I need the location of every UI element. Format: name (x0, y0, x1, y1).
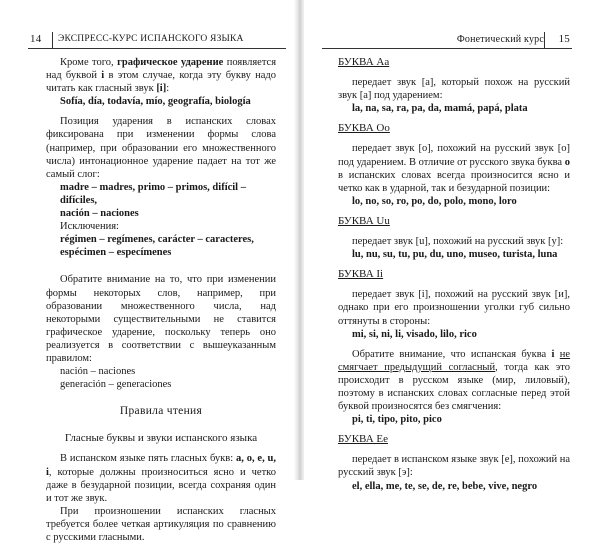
letter-heading-e: БУКВА Ee (338, 433, 388, 446)
underlined-phrase: не смягчает предыдущий согласный (338, 348, 571, 373)
left-page-number: 14 (30, 33, 42, 45)
header-divider (52, 32, 53, 48)
paragraph: Обратите внимание на то, что при изменении формы некоторых слов, например, при образовании множественного числа, над некоторыми существительными не ставится графическое ударение, поскольку теперь оно реализуется в соответствии с вышеуказанным правилом: (46, 274, 276, 364)
left-page-header (28, 32, 286, 49)
right-page-number: 15 (558, 33, 570, 45)
left-running-title: ЭКСПРЕСС-КУРС ИСПАНСКОГО ЯЗЫКА (58, 34, 244, 44)
text-run: в испанских словах всегда произносится ясно и четко как в ударной, так и безударной позиции: (338, 169, 570, 194)
example-line: mi, si, ni, li, visado, lilo, rico (352, 328, 477, 340)
term-bold: графическое ударение (117, 57, 224, 68)
example-line: lu, nu, su, tu, pu, du, uno, museo, turista, luna (352, 249, 558, 261)
paragraph (46, 452, 276, 504)
note-paragraph (338, 348, 570, 413)
example-line: pi, ti, tipo, pito, pico (352, 414, 442, 426)
left-page (0, 0, 296, 543)
paragraph (338, 142, 570, 194)
section-heading: Правила чтения (119, 405, 203, 418)
text-run: : (166, 83, 170, 95)
paragraph: передает звук [a], который похож на русский звук [а] под ударением: (338, 77, 570, 102)
text-run: в этом случае, когда эту букву надо читать как гласный звук (46, 70, 277, 95)
letter-heading-i: БУКВА Ii (338, 268, 384, 281)
text-run: В испанском языке пять гласных букв: (60, 453, 234, 465)
right-page-body (338, 56, 570, 493)
paragraph: передает в испанском языке звук [e], похожий на русский звук [э]: (338, 454, 570, 479)
left-page-body (46, 56, 276, 544)
example-line: el, ella, me, te, se, de, re, bebe, vive, negro (352, 480, 538, 492)
example-line: nación – naciones (60, 366, 136, 378)
text-run: , которые должны произноситься ясно и четко даже в безударной позиции, всегда сохраняя один и тот же звук. (46, 466, 276, 504)
example-line: nación – naciones (60, 208, 139, 220)
example-line: régimen – regímenes, carácter – caracteres, espécimen – especímenes (60, 234, 254, 259)
subsection-heading: Гласные буквы и звуки испанского языка (64, 432, 258, 445)
letter-bold: i (551, 348, 555, 360)
right-running-title: Фонетический курс (456, 34, 544, 45)
paragraph (46, 56, 276, 95)
letter-heading-a: БУКВА Aa (338, 56, 390, 68)
paragraph: передает звук [u], похожий на русский звук [у]: (352, 236, 564, 248)
exceptions-label: Исключения: (60, 221, 119, 233)
text-run: передает звук [o], похожий на русский звук [о] под ударением. В отличие от русского звука буква (338, 143, 570, 168)
letter-heading-o: БУКВА Oo (338, 122, 390, 135)
paragraph: передает звук [i], похожий на русский звук [и], однако при его произношении уголки губ сильно оттянуты в стороны: (338, 289, 570, 327)
letter-heading-u: БУКВА Uu (338, 214, 390, 227)
letter-bold: o (564, 156, 571, 168)
paragraph: При произношении испанских гласных требуется более четкая артикуляция по сравнению с русскими гласными. (46, 505, 276, 543)
paragraph: Позиция ударения в испанских словах фиксирована при изменении формы слова (например, при образовании его множественного числа) интонационное ударение падает на тот же самый слог: (46, 116, 276, 180)
text-run: , тогда как это происходит в русском языке (мир, лиловый), поэтому в испанских словах согласные перед этой буквой произносятся без смягчения: (338, 361, 571, 413)
vowels-bold: a, o, e, u, i (46, 453, 277, 478)
text-run: Обратите внимание, что испанская буква (352, 348, 547, 360)
example-line: Sofía, día, todavía, mío, geografía, biología (60, 96, 251, 108)
header-divider (544, 32, 545, 48)
example-line: lo, no, so, ro, po, do, polo, mono, loro (352, 195, 517, 207)
text-run: Кроме того, (60, 57, 114, 68)
example-line: la, na, sa, ra, pa, da, mamá, papá, plata (352, 103, 528, 115)
example-line: madre – madres, primo – primos, difícil – difíciles, (60, 181, 246, 206)
example-line: generación – generaciones (60, 379, 172, 391)
sound-bold: [i] (156, 83, 167, 95)
text-run: появляется над буквой (46, 57, 277, 82)
right-page (304, 0, 600, 492)
letter-bold: i (101, 70, 105, 82)
right-page-header (322, 32, 572, 49)
